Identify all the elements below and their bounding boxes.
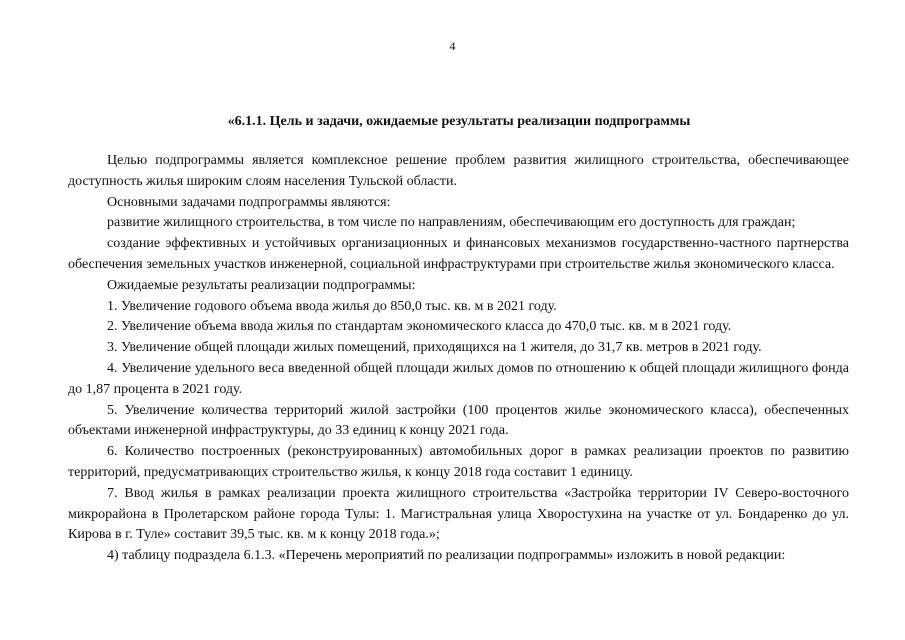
paragraph-result-1: 1. Увеличение годового объема ввода жилья до 850,0 тыс. кв. м в 2021 году. (107, 298, 557, 314)
paragraph-results-intro: Ожидаемые результаты реализации подпрограммы: (107, 277, 416, 293)
paragraph-task-1: развитие жилищного строительства, в том числе по направлениям, обеспечивающим его доступность для граждан; (107, 215, 796, 231)
page-number: 4 (449, 39, 456, 53)
paragraph-result-5: 5. Увеличение количества территорий жилой застройки (100 процентов жилье экономического класса), обеспеченных объектами инженерной инфраструктуры, до 33 единиц к концу 2021 года. (68, 402, 849, 439)
paragraph-tasks-intro: Основными задачами подпрограммы являются: (107, 194, 391, 210)
paragraph-goal: Целью подпрограммы является комплексное решение проблем развития жилищного строительства, обеспечивающее доступность жилья широким слоям населения Тульской области. (68, 153, 849, 189)
paragraph-result-3: 3. Увеличение общей площади жилых помещений, приходящихся на 1 жителя, до 31,7 кв. метров в 2021 году. (107, 340, 762, 356)
paragraph-table-instruction: 4) таблицу подраздела 6.1.3. «Перечень мероприятий по реализации подпрограммы» изложить в новой редакции: (107, 548, 786, 564)
paragraph-task-2: создание эффективных и устойчивых организационных и финансовых механизмов государственно-частного партнерства обеспечения земельных участков инженерной, социальной инфраструктурами при строительстве жилья экономического класса. (68, 236, 849, 272)
paragraph-result-7: 7. Ввод жилья в рамках реализации проекта жилищного строительства «Застройка территории IV Северо-восточного микрорайона в Пролетарском районе города Тулы: 1. Магистральная улица Хворостухина на участке от ул. Бондаренко до ул. Кирова в г. Туле» составит 39,5 тыс. кв. м к концу 2018 года.»; (68, 485, 849, 543)
section-heading: «6.1.1. Цель и задачи, ожидаемые результаты реализации подпрограммы (227, 114, 691, 129)
document-body (68, 151, 849, 567)
paragraph-result-2: 2. Увеличение объема ввода жилья по стандартам экономического класса до 470,0 тыс. кв. м в 2021 году. (107, 319, 732, 335)
paragraph-result-6: 6. Количество построенных (реконструированных) автомобильных дорог в рамках реализации проектов по развитию территорий, предусматривающих строительство жилья, к концу 2018 года составит 1 единицу. (68, 444, 849, 480)
paragraph-result-4: 4. Увеличение удельного веса введенной общей площади жилых домов по отношению к общей площади жилищного фонда до 1,87 процента в 2021 году. (68, 360, 849, 397)
